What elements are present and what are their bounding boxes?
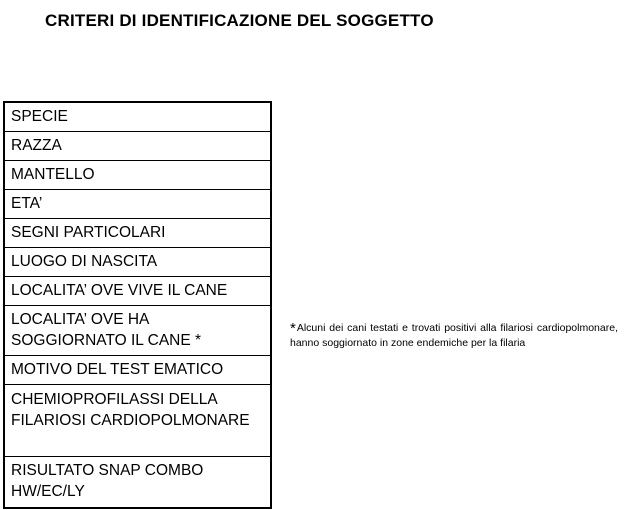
criteria-row-segni-particolari: SEGNI PARTICOLARI <box>5 219 270 248</box>
criteria-row-specie: SPECIE <box>5 103 270 132</box>
footnote-text: Alcuni dei cani testati e trovati positivi alla filariosi cardiopolmonare, hanno soggiornato in zone endemiche per la filaria <box>290 322 618 349</box>
criteria-row-luogo-di-nascita: LUOGO DI NASCITA <box>5 248 270 277</box>
criteria-row-motivo-test: MOTIVO DEL TEST EMATICO <box>5 356 270 385</box>
criteria-row-razza: RAZZA <box>5 132 270 161</box>
criteria-row-risultato-snap: RISULTATO SNAP COMBO HW/EC/LY <box>11 462 204 500</box>
footnote-asterisk: * <box>290 320 296 337</box>
criteria-row-chemioprofilassi: CHEMIOPROFILASSI DELLA FILARIOSI CARDIOPOLMONARE <box>5 385 270 457</box>
criteria-row-localita-vive: LOCALITA’ OVE VIVE IL CANE <box>5 277 270 306</box>
criteria-table <box>3 101 272 509</box>
criteria-row-eta: ETA’ <box>5 190 270 219</box>
criteria-row-localita-soggiornato: LOCALITA’ OVE HA SOGGIORNATO IL CANE * <box>5 306 270 356</box>
criteria-row-mantello: MANTELLO <box>5 161 270 190</box>
page-title: CRITERI DI IDENTIFICAZIONE DEL SOGGETTO <box>45 11 434 30</box>
footnote <box>290 321 618 350</box>
